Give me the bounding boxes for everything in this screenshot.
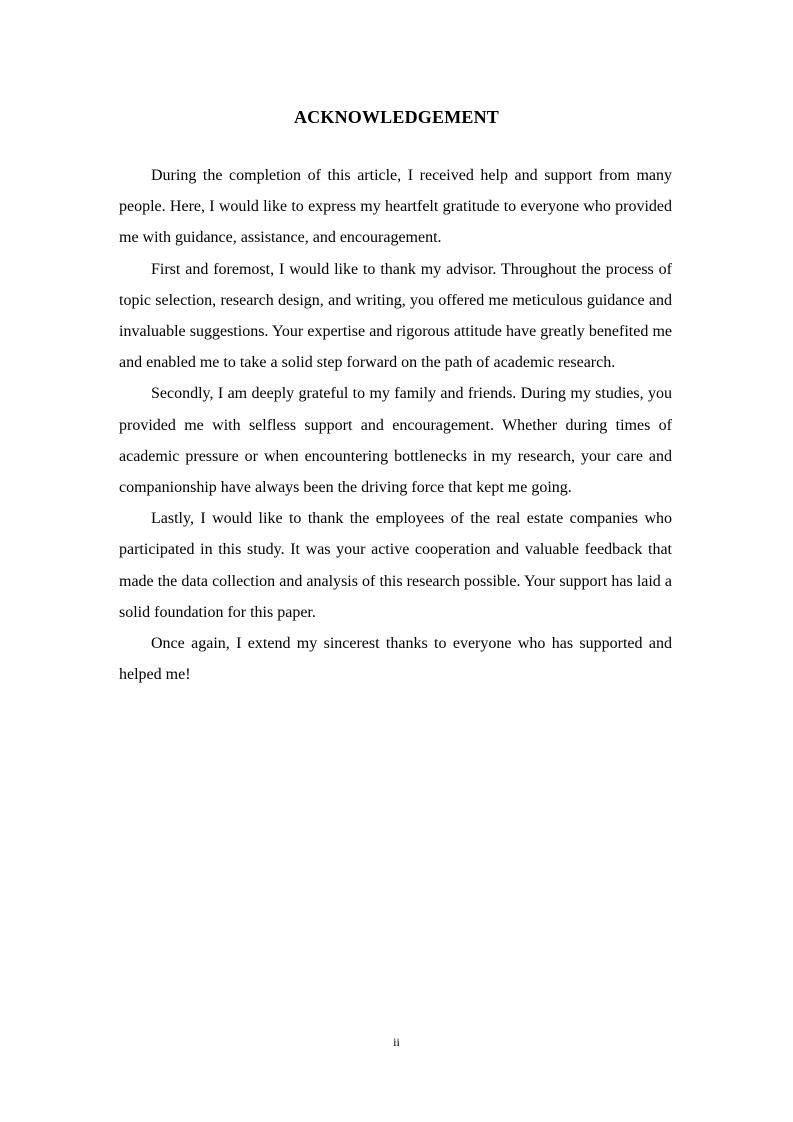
paragraph-closing: Once again, I extend my sincerest thanks to everyone who has supported and helped me! [119,635,672,684]
paragraph-family-friends: Secondly, I am deeply grateful to my family and friends. During my studies, you provided me with selfless support and encouragement. Whether during times of academic pressure or when encountering bottlenecks in my research, your care and companionship have always been the driving force that kept me going. [119,385,672,497]
page-number: ii [393,1035,400,1049]
paragraph-employees: Lastly, I would like to thank the employees of the real estate companies who participated in this study. It was your active cooperation and valuable feedback that made the data collection and analysis of this research possible. Your support has laid a solid foundation for this paper. [119,510,672,621]
acknowledgement-body [119,160,672,690]
paragraph-advisor: First and foremost, I would like to thank my advisor. Throughout the process of topic selection, research design, and writing, you offered me meticulous guidance and invaluable suggestions. Your expertise and rigorous attitude have greatly benefited me and enabled me to take a solid step forward on the path of academic research. [119,260,672,372]
paragraph-intro: During the completion of this article, I received help and support from many people. Here, I would like to express my heartfelt gratitude to everyone who provided me with guidance, assistance, and encouragement. [119,167,672,247]
page-title: ACKNOWLEDGEMENT [293,107,500,127]
